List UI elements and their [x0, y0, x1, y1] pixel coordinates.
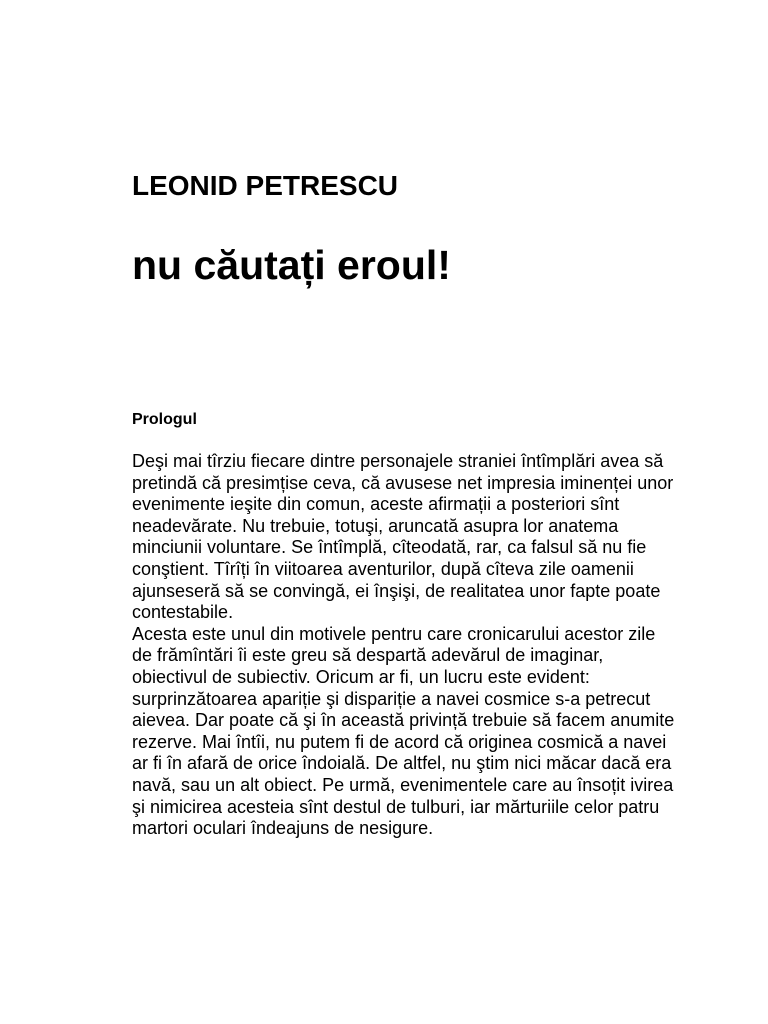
text-line: martori oculari îndeajuns de nesigure. [132, 818, 434, 839]
text-line: ajunseseră să se convingă, ei înşişi, de realitatea unor fapte poate [132, 580, 661, 601]
text-line: surprinzătoarea apariție şi dispariție a navei cosmice s-a petrecut [132, 688, 651, 709]
text-line: pretindă că presimțise ceva, că avusese net impresia iminenței unor [132, 472, 674, 493]
text-line: ar fi în afară de orice îndoială. De altfel, nu ştim nici măcar dacă era [132, 753, 672, 774]
text-line: Acesta este unul din motivele pentru care cronicarului acestor zile [132, 623, 656, 644]
author-name: LEONID PETRESCU [132, 170, 399, 201]
text-line: şi nimicirea acesteia sînt destul de tulburi, iar mărturiile celor patru [132, 796, 660, 817]
book-title: nu căutați eroul! [132, 242, 451, 288]
text-line: navă, sau un alt obiect. Pe urmă, evenimentele care au însoțit ivirea [132, 774, 674, 795]
text-line: de frămîntări îi este greu să despartă adevărul de imaginar, [132, 645, 604, 666]
text-line: contestabile. [132, 602, 234, 623]
text-line: rezerve. Mai întîi, nu putem fi de acord că originea cosmică a navei [132, 731, 667, 752]
prologue-text [132, 451, 742, 840]
text-line: neadevărate. Nu trebuie, totuşi, aruncată asupra lor anatema [132, 515, 619, 536]
text-line: conştient. Tîrîți în viitoarea aventurilor, după cîteva zile oamenii [132, 558, 634, 579]
text-line: minciunii voluntare. Se întîmplă, cîteodată, rar, ca falsul să nu fie [132, 537, 647, 558]
text-line: aievea. Dar poate că şi în această privință trebuie să facem anumite [132, 710, 675, 731]
text-line: evenimente ieşite din comun, aceste afirmații a posteriori sînt [132, 494, 620, 515]
section-heading: Prologul [132, 411, 197, 428]
text-line: Deşi mai tîrziu fiecare dintre personajele straniei întîmplări avea să [132, 451, 664, 471]
text-line: obiectivul de subiectiv. Oricum ar fi, un lucru este evident: [132, 666, 590, 687]
